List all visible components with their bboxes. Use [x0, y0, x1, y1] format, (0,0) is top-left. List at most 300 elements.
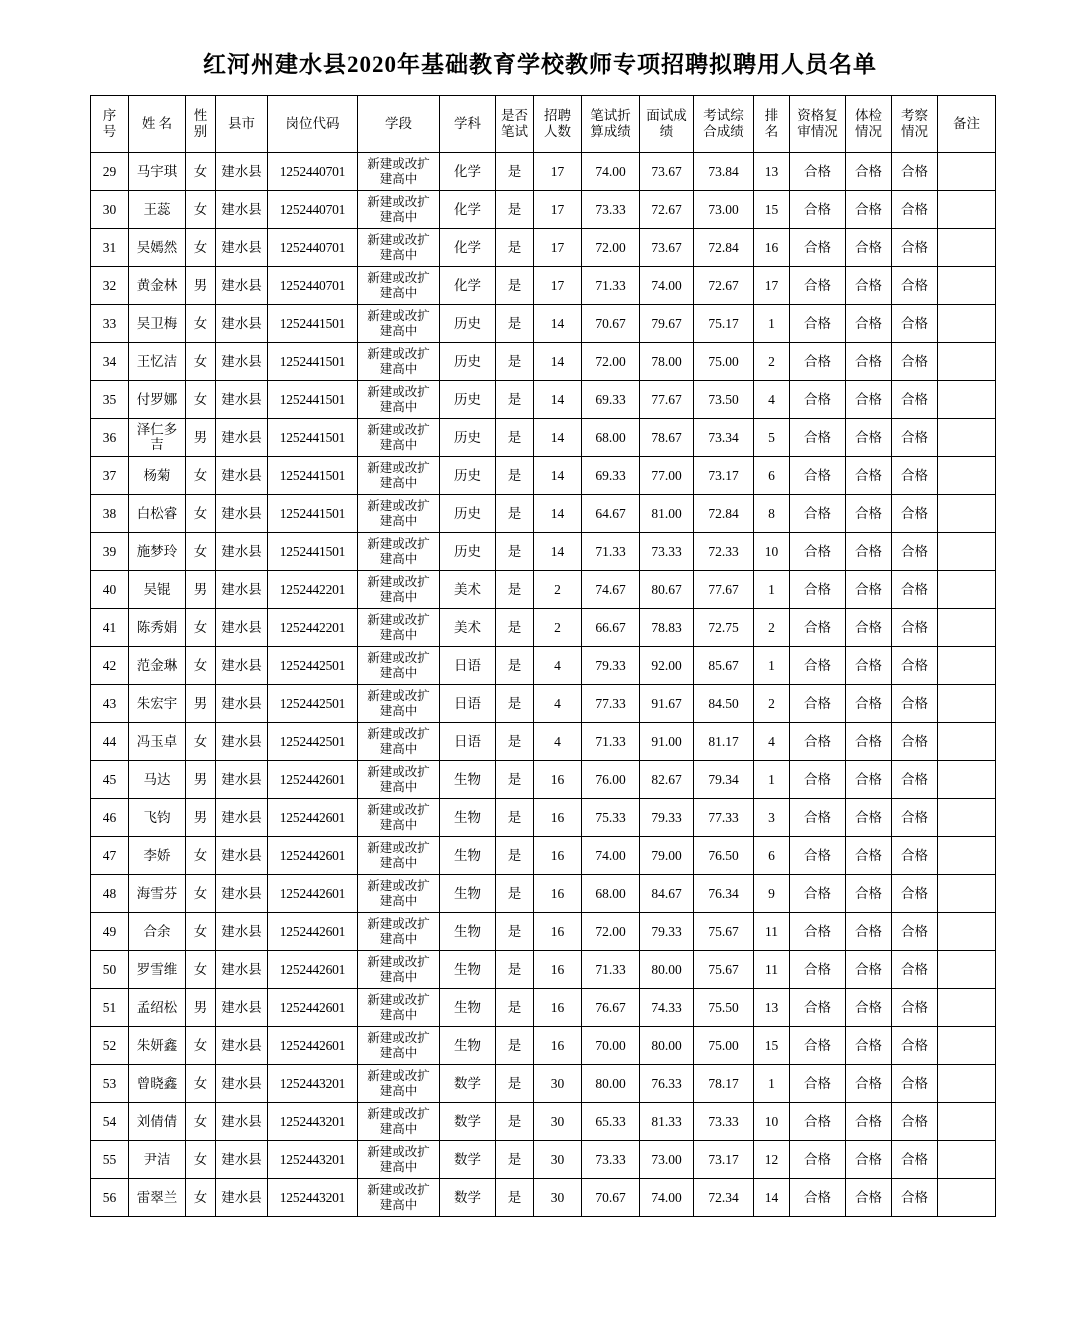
cell-interview_score: [640, 533, 694, 571]
cell-text: 合格: [855, 429, 882, 445]
cell-post_code: [268, 495, 358, 533]
cell-interview_score: [640, 913, 694, 951]
cell-text: 84.50: [708, 695, 739, 711]
cell-text: 2: [554, 581, 561, 597]
cell-text: 合格: [901, 391, 928, 407]
cell-text: 建水县: [221, 771, 262, 787]
stage-line: 建高中: [379, 247, 418, 262]
column-header-line: 笔试折: [590, 108, 631, 124]
cell-post_code: [268, 913, 358, 951]
cell-rank: [754, 1103, 790, 1141]
cell-text: 合格: [855, 885, 882, 901]
cell-text: 女: [193, 619, 208, 635]
stage-line: 新建或改扩: [367, 384, 430, 399]
cell-name: [129, 609, 186, 647]
cell-text: 数学: [454, 1189, 481, 1205]
cell-text: 15: [764, 201, 779, 217]
cell-text: 73.33: [595, 1151, 626, 1167]
cell-text: 73.33: [595, 201, 626, 217]
cell-text: 是: [507, 467, 522, 483]
cell-stage: [358, 951, 440, 989]
cell-qualification: [790, 533, 846, 571]
cell-text: 合格: [855, 239, 882, 255]
cell-remark: [938, 571, 996, 609]
cell-text: 1252443201: [279, 1151, 346, 1167]
table-row: [91, 609, 996, 647]
cell-post_code: [268, 457, 358, 495]
cell-stage: [358, 723, 440, 761]
cell-text: 30: [550, 1189, 565, 1205]
cell-text: 建水县: [221, 961, 262, 977]
cell-text: 女: [193, 1189, 208, 1205]
cell-name: [129, 343, 186, 381]
cell-text: 72.34: [708, 1189, 739, 1205]
cell-seq: [91, 799, 129, 837]
cell-county: [216, 1141, 268, 1179]
cell-text: 11: [765, 923, 778, 939]
cell-name: [129, 723, 186, 761]
cell-total_score: [694, 685, 754, 723]
cell-text: 4: [554, 695, 561, 711]
cell-text: 4: [768, 391, 775, 407]
cell-text: 32: [102, 277, 117, 293]
cell-text: 35: [102, 391, 117, 407]
cell-text: 80.00: [651, 1037, 682, 1053]
cell-subject: [440, 1027, 496, 1065]
cell-text: 合格: [901, 657, 928, 673]
cell-post_code: [268, 1141, 358, 1179]
column-header-line: 人数: [544, 124, 571, 139]
cell-text: 80.00: [651, 961, 682, 977]
cell-text: 44: [102, 733, 117, 749]
cell-medical: [846, 533, 892, 571]
cell-text: 2: [768, 619, 775, 635]
stage-line: 建高中: [379, 741, 418, 756]
stage-line: 新建或改扩: [367, 764, 430, 779]
stage-line: 新建或改扩: [367, 574, 430, 589]
stage-line: 新建或改扩: [367, 536, 430, 551]
cell-subject: [440, 533, 496, 571]
cell-text: 美术: [454, 619, 481, 635]
cell-name: [129, 457, 186, 495]
cell-text: 79.33: [651, 923, 682, 939]
cell-hire_count: [534, 267, 582, 305]
cell-text: 16: [550, 961, 565, 977]
cell-text: 16: [550, 1037, 565, 1053]
cell-written_score: [582, 723, 640, 761]
cell-text: 建水县: [221, 163, 262, 179]
cell-text: 70.00: [595, 1037, 626, 1053]
cell-name: [129, 419, 186, 457]
cell-county: [216, 153, 268, 191]
cell-hire_count: [534, 495, 582, 533]
column-header-interview_score: [640, 96, 694, 153]
stage-line: 新建或改扩: [367, 498, 430, 513]
cell-text: 78.67: [651, 429, 682, 445]
cell-text: 是: [507, 733, 522, 749]
cell-remark: [938, 685, 996, 723]
cell-remark: [938, 913, 996, 951]
cell-text: 合格: [901, 429, 928, 445]
cell-text: 40: [102, 581, 117, 597]
cell-qualification: [790, 1179, 846, 1217]
cell-text: 79.33: [595, 657, 626, 673]
cell-text: 47: [102, 847, 117, 863]
cell-text: 71.33: [595, 733, 626, 749]
cell-post_code: [268, 571, 358, 609]
cell-text: 生物: [454, 923, 481, 939]
cell-text: 数学: [454, 1151, 481, 1167]
cell-inspection: [892, 343, 938, 381]
cell-text: 是: [507, 315, 522, 331]
cell-text: 1252440701: [279, 163, 346, 179]
cell-text: 男: [193, 695, 208, 711]
stage-line: 建高中: [379, 475, 418, 490]
cell-stage: [358, 989, 440, 1027]
cell-text: 合格: [804, 1151, 831, 1167]
cell-inspection: [892, 799, 938, 837]
cell-qualification: [790, 723, 846, 761]
cell-text: 男: [193, 581, 208, 597]
cell-name: [129, 989, 186, 1027]
cell-remark: [938, 1141, 996, 1179]
cell-inspection: [892, 191, 938, 229]
cell-text: 历史: [454, 391, 481, 407]
cell-text: 是: [507, 809, 522, 825]
cell-total_score: [694, 1027, 754, 1065]
column-header-line: 备注: [953, 116, 980, 132]
cell-text: 77.00: [651, 467, 682, 483]
cell-text: 女: [193, 467, 208, 483]
stage-line: 新建或改扩: [367, 1068, 430, 1083]
cell-written_score: [582, 837, 640, 875]
cell-text: 14: [550, 429, 565, 445]
cell-text: 建水县: [221, 999, 262, 1015]
cell-text: 建水县: [221, 1189, 262, 1205]
cell-text: 1252443201: [279, 1189, 346, 1205]
cell-rank: [754, 1027, 790, 1065]
table-row: [91, 951, 996, 989]
table-row: [91, 419, 996, 457]
cell-text: 1252442601: [279, 885, 346, 901]
cell-post_code: [268, 1065, 358, 1103]
cell-text: 68.00: [595, 885, 626, 901]
stage-line: 建高中: [379, 1083, 418, 1098]
column-header-name: [129, 96, 186, 153]
cell-text: 49: [102, 923, 117, 939]
cell-name: [129, 1065, 186, 1103]
stage-line: 建高中: [379, 209, 418, 224]
cell-remark: [938, 989, 996, 1027]
cell-post_code: [268, 1103, 358, 1141]
cell-written_score: [582, 457, 640, 495]
cell-inspection: [892, 647, 938, 685]
cell-text: 17: [550, 277, 565, 293]
column-header-line: 姓 名: [141, 116, 173, 132]
cell-interview_score: [640, 381, 694, 419]
cell-remark: [938, 153, 996, 191]
cell-stage: [358, 1141, 440, 1179]
cell-text: 2: [554, 619, 561, 635]
cell-stage: [358, 609, 440, 647]
cell-text: 1252442601: [279, 1037, 346, 1053]
cell-text: 合格: [855, 391, 882, 407]
cell-county: [216, 191, 268, 229]
cell-rank: [754, 305, 790, 343]
cell-county: [216, 951, 268, 989]
cell-remark: [938, 381, 996, 419]
cell-interview_score: [640, 419, 694, 457]
cell-text: 冯玉卓: [136, 733, 178, 749]
column-header-subject: [440, 96, 496, 153]
cell-name: [129, 533, 186, 571]
cell-written: [496, 609, 534, 647]
cell-text: 84.67: [651, 885, 682, 901]
cell-medical: [846, 1065, 892, 1103]
table-row: [91, 1065, 996, 1103]
column-header-line: 学科: [454, 116, 481, 132]
cell-seq: [91, 1065, 129, 1103]
cell-interview_score: [640, 343, 694, 381]
cell-written_score: [582, 305, 640, 343]
cell-text: 76.67: [595, 999, 626, 1015]
cell-text: 建水县: [221, 1037, 262, 1053]
cell-text: 合格: [901, 695, 928, 711]
cell-total_score: [694, 495, 754, 533]
cell-interview_score: [640, 761, 694, 799]
cell-text: 76.50: [708, 847, 739, 863]
table-row: [91, 457, 996, 495]
cell-written: [496, 343, 534, 381]
cell-gender: [186, 723, 216, 761]
cell-text: 79.33: [651, 809, 682, 825]
cell-text: 10: [764, 543, 779, 559]
cell-text: 是: [507, 201, 522, 217]
cell-text: 73.33: [708, 1113, 739, 1129]
cell-text: 55: [102, 1151, 117, 1167]
table-row: [91, 571, 996, 609]
cell-text: 生物: [454, 1037, 481, 1053]
table-row: [91, 305, 996, 343]
cell-text: 48: [102, 885, 117, 901]
cell-text: 72.84: [708, 239, 739, 255]
cell-text: 71.33: [595, 543, 626, 559]
cell-hire_count: [534, 419, 582, 457]
cell-post_code: [268, 723, 358, 761]
cell-name: [129, 647, 186, 685]
cell-text: 女: [193, 1151, 208, 1167]
cell-text: 17: [550, 163, 565, 179]
cell-name: [129, 305, 186, 343]
cell-text: 合格: [901, 201, 928, 217]
cell-text: 78.00: [651, 353, 682, 369]
cell-text: 合格: [855, 467, 882, 483]
cell-total_score: [694, 1179, 754, 1217]
cell-total_score: [694, 799, 754, 837]
name-line: 泽仁多: [136, 421, 178, 437]
cell-name: [129, 381, 186, 419]
cell-qualification: [790, 875, 846, 913]
cell-written_score: [582, 191, 640, 229]
cell-subject: [440, 495, 496, 533]
cell-inspection: [892, 229, 938, 267]
cell-text: 合格: [901, 733, 928, 749]
cell-name: [129, 913, 186, 951]
stage-line: 新建或改扩: [367, 232, 430, 247]
cell-remark: [938, 1027, 996, 1065]
cell-medical: [846, 343, 892, 381]
column-header-line: 号: [102, 124, 117, 139]
cell-text: 建水县: [221, 467, 262, 483]
cell-text: 付罗娜: [136, 391, 178, 407]
cell-text: 2: [768, 353, 775, 369]
cell-interview_score: [640, 571, 694, 609]
cell-stage: [358, 381, 440, 419]
cell-text: 1252441501: [279, 505, 346, 521]
cell-remark: [938, 1179, 996, 1217]
cell-text: 72.00: [595, 923, 626, 939]
cell-interview_score: [640, 457, 694, 495]
cell-text: 2: [768, 695, 775, 711]
column-header-line: 别: [193, 124, 208, 139]
cell-seq: [91, 685, 129, 723]
cell-subject: [440, 343, 496, 381]
cell-text: 1252443201: [279, 1075, 346, 1091]
cell-text: 75.17: [708, 315, 739, 331]
cell-text: 13: [764, 999, 779, 1015]
cell-text: 合格: [855, 315, 882, 331]
cell-seq: [91, 609, 129, 647]
cell-inspection: [892, 761, 938, 799]
cell-text: 朱妍鑫: [136, 1037, 178, 1053]
cell-text: 合格: [855, 733, 882, 749]
cell-name: [129, 875, 186, 913]
cell-hire_count: [534, 1103, 582, 1141]
cell-text: 合余: [143, 923, 171, 939]
cell-text: 14: [550, 505, 565, 521]
cell-text: 合格: [855, 619, 882, 635]
cell-subject: [440, 1065, 496, 1103]
cell-text: 合格: [901, 581, 928, 597]
cell-text: 刘倩倩: [136, 1113, 178, 1129]
cell-text: 1252441501: [279, 543, 346, 559]
table-row: [91, 875, 996, 913]
cell-text: 74.33: [651, 999, 682, 1015]
cell-remark: [938, 761, 996, 799]
cell-text: 79.67: [651, 315, 682, 331]
cell-text: 日语: [454, 733, 481, 749]
cell-name: [129, 1027, 186, 1065]
cell-seq: [91, 571, 129, 609]
cell-subject: [440, 837, 496, 875]
cell-medical: [846, 799, 892, 837]
cell-subject: [440, 913, 496, 951]
cell-inspection: [892, 685, 938, 723]
cell-text: 合格: [901, 771, 928, 787]
cell-stage: [358, 267, 440, 305]
stage-line: 建高中: [379, 589, 418, 604]
cell-text: 合格: [855, 1075, 882, 1091]
cell-hire_count: [534, 1179, 582, 1217]
cell-text: 合格: [901, 1189, 928, 1205]
cell-seq: [91, 495, 129, 533]
cell-interview_score: [640, 609, 694, 647]
cell-text: 合格: [855, 1151, 882, 1167]
cell-subject: [440, 305, 496, 343]
cell-text: 73.34: [708, 429, 739, 445]
cell-subject: [440, 609, 496, 647]
cell-stage: [358, 761, 440, 799]
cell-gender: [186, 343, 216, 381]
cell-written_score: [582, 1103, 640, 1141]
cell-inspection: [892, 1141, 938, 1179]
cell-text: 1252441501: [279, 315, 346, 331]
cell-hire_count: [534, 609, 582, 647]
cell-seq: [91, 1027, 129, 1065]
table-row: [91, 837, 996, 875]
stage-line: 建高中: [379, 551, 418, 566]
table-row: [91, 533, 996, 571]
cell-text: 78.83: [651, 619, 682, 635]
cell-stage: [358, 1179, 440, 1217]
cell-hire_count: [534, 533, 582, 571]
cell-written: [496, 495, 534, 533]
stage-line: 新建或改扩: [367, 1144, 430, 1159]
column-header-written: [496, 96, 534, 153]
stage-line: 新建或改扩: [367, 460, 430, 475]
cell-text: 建水县: [221, 239, 262, 255]
cell-total_score: [694, 761, 754, 799]
cell-text: 17: [764, 277, 779, 293]
cell-rank: [754, 229, 790, 267]
cell-text: 生物: [454, 809, 481, 825]
cell-county: [216, 343, 268, 381]
column-header-inspection: [892, 96, 938, 153]
column-header-line: 岗位代码: [285, 116, 340, 132]
cell-text: 69.33: [595, 391, 626, 407]
cell-text: 1252441501: [279, 429, 346, 445]
cell-interview_score: [640, 1065, 694, 1103]
cell-post_code: [268, 343, 358, 381]
cell-text: 女: [193, 1075, 208, 1091]
stage-line: 新建或改扩: [367, 840, 430, 855]
stage-line: 建高中: [379, 893, 418, 908]
cell-rank: [754, 761, 790, 799]
cell-text: 是: [507, 505, 522, 521]
cell-gender: [186, 267, 216, 305]
cell-remark: [938, 875, 996, 913]
cell-text: 70.67: [595, 315, 626, 331]
cell-name: [129, 1103, 186, 1141]
cell-text: 日语: [454, 657, 481, 673]
cell-text: 合格: [804, 771, 831, 787]
cell-county: [216, 647, 268, 685]
cell-text: 14: [550, 315, 565, 331]
cell-text: 45: [102, 771, 117, 787]
column-header-line: 考试综: [703, 108, 744, 124]
stage-line: 新建或改扩: [367, 1182, 430, 1197]
cell-gender: [186, 913, 216, 951]
cell-written: [496, 419, 534, 457]
cell-text: 女: [193, 315, 208, 331]
cell-seq: [91, 723, 129, 761]
cell-post_code: [268, 419, 358, 457]
table-row: [91, 799, 996, 837]
cell-text: 合格: [804, 505, 831, 521]
cell-rank: [754, 951, 790, 989]
cell-post_code: [268, 267, 358, 305]
cell-seq: [91, 989, 129, 1027]
